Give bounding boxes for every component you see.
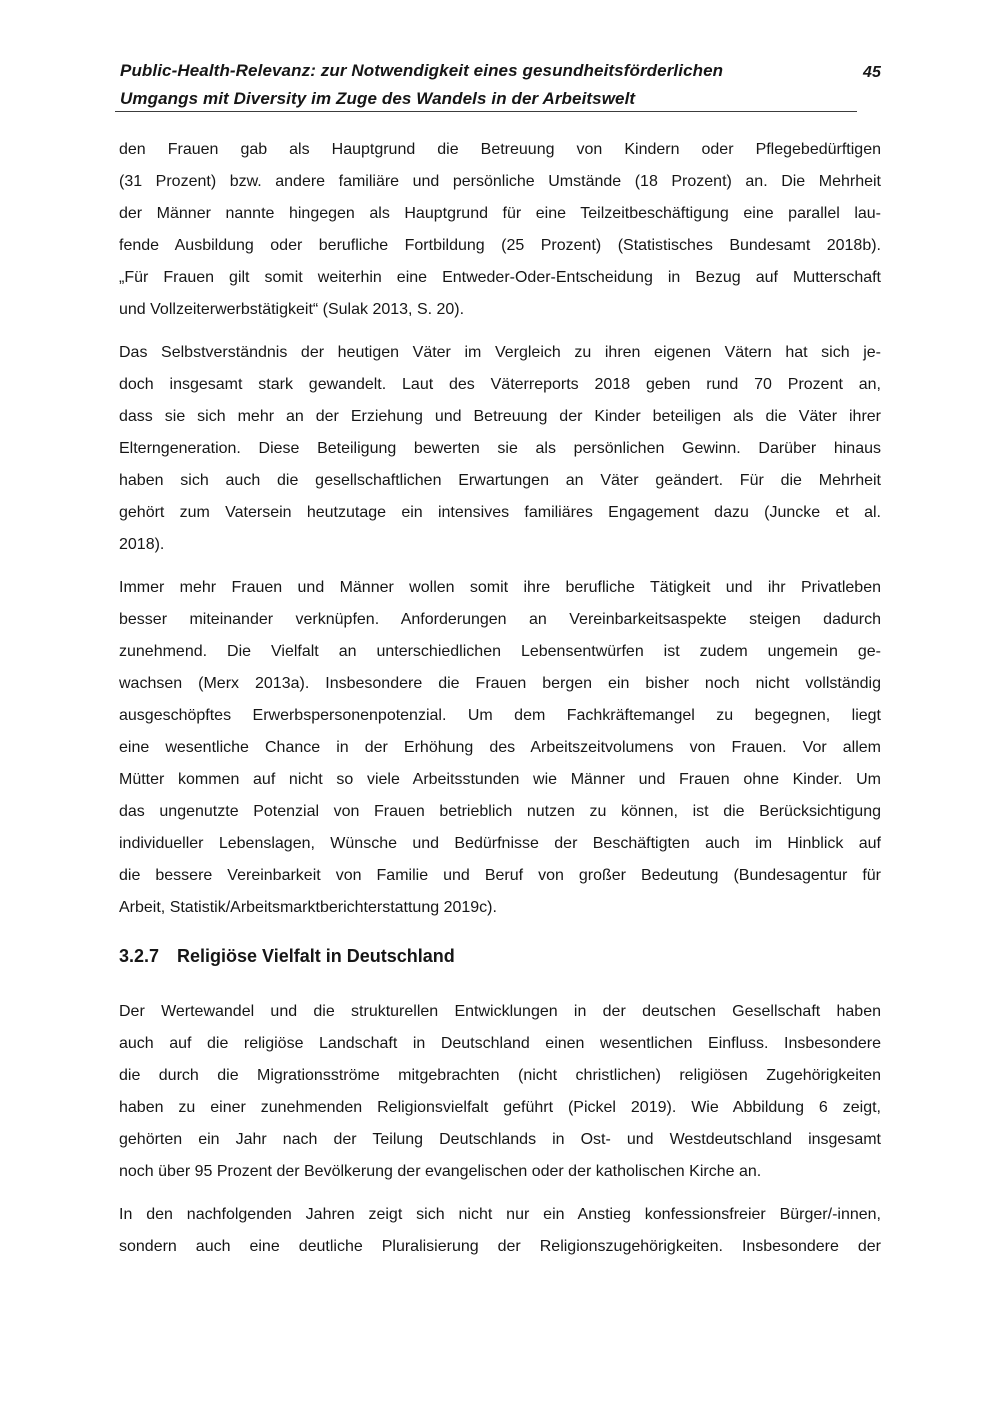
header-title-line-1: Public-Health-Relevanz: zur Notwendigkeit eines gesundheitsförderlichen [120,61,724,80]
text-line: In den nachfolgenden Jahren zeigt sich nicht nur ein Anstieg konfessionsfreier Bürger/-innen, [119,1206,881,1223]
text-line: gehört zum Vatersein heutzutage ein intensives familiäres Engagement dazu (Juncke et al. [119,504,881,521]
paragraph [119,996,881,1188]
section-heading-number: 3.2.7 [119,946,160,966]
section-heading-title: Religiöse Vielfalt in Deutschland [177,946,455,966]
text-line: 2018). [119,536,165,553]
text-line: zunehmend. Die Vielfalt an unterschiedlichen Lebensentwürfen ist zudem ungemein ge- [119,643,881,660]
text-line: haben sich auch die gesellschaftlichen Erwartungen an Väter geändert. Für die Mehrheit [119,472,881,489]
text-line: individueller Lebenslagen, Wünsche und Bedürfnisse der Beschäftigten auch im Hinblick auf [119,835,881,852]
text-line: eine wesentliche Chance in der Erhöhung des Arbeitszeitvolumens von Frauen. Vor allem [119,739,881,756]
text-line: Elterngeneration. Diese Beteiligung bewerten sie als persönlichen Gewinn. Darüber hinaus [119,440,881,457]
text-line: (31 Prozent) bzw. andere familiäre und persönliche Umstände (18 Prozent) an. Die Mehrheit [119,173,881,190]
text-line: gehörten ein Jahr nach der Teilung Deutschlands in Ost- und Westdeutschland insgesamt [119,1131,881,1148]
text-line: Der Wertewandel und die strukturellen Entwicklungen in der deutschen Gesellschaft haben [119,1003,881,1020]
text-line: fende Ausbildung oder berufliche Fortbildung (25 Prozent) (Statistisches Bundesamt 2018b). [119,237,881,254]
text-line: „Für Frauen gilt somit weiterhin eine Entweder-Oder-Entscheidung in Bezug auf Mutterschaft [119,269,881,286]
paragraph [119,572,881,924]
text-line: Arbeit, Statistik/Arbeitsmarktberichterstattung 2019c). [119,899,497,916]
text-line: noch über 95 Prozent der Bevölkerung der evangelischen oder der katholischen Kirche an. [119,1163,762,1180]
text-line: die durch die Migrationsströme mitgebrachten (nicht christlichen) religiösen Zugehörigkeiten [119,1067,881,1084]
paragraph [119,134,881,326]
text-line: doch insgesamt stark gewandelt. Laut des Väterreports 2018 geben rund 70 Prozent an, [119,376,881,393]
text-line: den Frauen gab als Hauptgrund die Betreuung von Kindern oder Pflegebedürftigen [119,141,881,158]
header-rule [115,111,857,112]
text-line: wachsen (Merx 2013a). Insbesondere die Frauen bergen ein bisher noch nicht vollständig [119,675,881,692]
text-line: und Vollzeiterwerbstätigkeit“ (Sulak 2013, S. 20). [119,301,465,318]
paragraph [119,1199,881,1263]
text-line: besser miteinander verknüpfen. Anforderungen an Vereinbarkeitsaspekte steigen dadurch [119,611,881,628]
section-heading [119,944,881,968]
text-line: das ungenutzte Potenzial von Frauen betrieblich nutzen zu können, ist die Berücksichtigung [119,803,881,820]
text-line: Immer mehr Frauen und Männer wollen somit ihre berufliche Tätigkeit und ihr Privatleben [119,579,881,596]
page-number: 45 [863,64,881,81]
paragraph [119,337,881,561]
text-line: Mütter kommen auf nicht so viele Arbeitsstunden wie Männer und Frauen ohne Kinder. Um [119,771,881,788]
text-line: die bessere Vereinbarkeit von Familie und Beruf von großer Bedeutung (Bundesagentur für [119,867,881,884]
text-line: auch auf die religiöse Landschaft in Deutschland einen wesentlichen Einfluss. Insbesondere [119,1035,881,1052]
text-line: ausgeschöpftes Erwerbspersonenpotenzial. Um dem Fachkräftemangel zu begegnen, liegt [119,707,881,724]
text-line: dass sie sich mehr an der Erziehung und Betreuung der Kinder beteiligen als die Väter ihrer [119,408,881,425]
text-line: haben zu einer zunehmenden Religionsvielfalt geführt (Pickel 2019). Wie Abbildung 6 zeigt, [119,1099,881,1116]
text-line: Das Selbstverständnis der heutigen Väter im Vergleich zu ihren eigenen Vätern hat sich je- [119,344,881,361]
text-line: sondern auch eine deutliche Pluralisierung der Religionszugehörigkeiten. Insbesondere der [119,1238,881,1255]
text-line: der Männer nannte hingegen als Hauptgrund für eine Teilzeitbeschäftigung eine parallel lau- [119,205,881,222]
running-header [120,57,881,113]
header-title-line-2: Umgangs mit Diversity im Zuge des Wandels in der Arbeitswelt [120,89,636,108]
page-body [119,134,881,1274]
